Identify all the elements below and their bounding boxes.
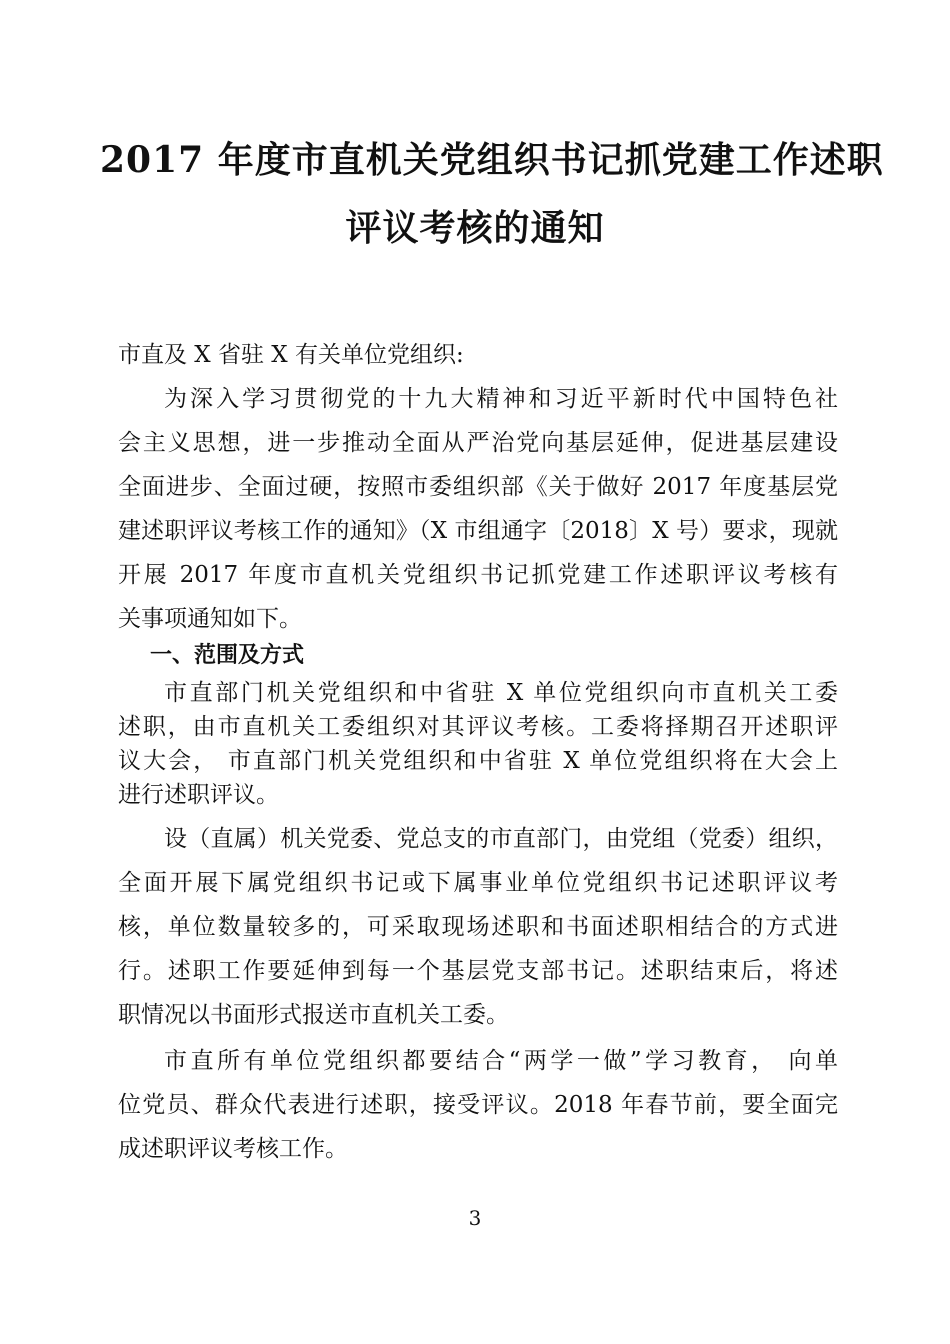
paragraph-2-line: 市直部门机关党组织和中省驻 X 单位党组织向市直机关工委 — [164, 680, 838, 706]
page-number: 3 — [468, 1206, 482, 1230]
document-title-line-1: 2017 年度市直机关党组织书记抓党建工作述职 — [100, 139, 884, 181]
paragraph-4-line: 位党员、群众代表进行述职，接受评议。2018 年春节前，要全面完 — [118, 1092, 838, 1118]
paragraph-1-line: 关事项通知如下。 — [118, 606, 302, 632]
paragraph-1-line: 开展 2017 年度市直机关党组织书记抓党建工作述职评议考核有 — [118, 562, 838, 588]
paragraph-3-line: 设（直属）机关党委、党总支的市直部门，由党组（党委）组织， — [164, 826, 838, 852]
paragraph-1-line: 为深入学习贯彻党的十九大精神和习近平新时代中国特色社 — [164, 386, 838, 412]
paragraph-4-line: 成述职评议考核工作。 — [118, 1136, 348, 1162]
paragraph-3-line: 全面开展下属党组织书记或下属事业单位党组织书记述职评议考 — [118, 870, 838, 896]
paragraph-4-line: 市直所有单位党组织都要结合“两学一做”学习教育， 向单 — [164, 1048, 838, 1074]
paragraph-1-line: 建述职评议考核工作的通知》（X 市组通字〔2018〕X 号）要求，现就 — [118, 518, 838, 544]
paragraph-3-line: 行。述职工作要延伸到每一个基层党支部书记。述职结束后，将述 — [118, 958, 838, 984]
document-title-line-2: 评议考核的通知 — [345, 207, 605, 249]
paragraph-3-line: 核，单位数量较多的，可采取现场述职和书面述职相结合的方式进 — [118, 914, 838, 940]
paragraph-1-line: 会主义思想，进一步推动全面从严治党向基层延伸，促进基层建设 — [118, 430, 838, 456]
paragraph-2-line: 议大会， 市直部门机关党组织和中省驻 X 单位党组织将在大会上 — [118, 748, 838, 774]
paragraph-2-line: 进行述职评议。 — [118, 782, 279, 808]
salutation: 市直及 X 省驻 X 有关单位党组织: — [118, 342, 464, 368]
paragraph-1-line: 全面进步、全面过硬，按照市委组织部《关于做好 2017 年度基层党 — [118, 474, 838, 500]
section-heading: 一、范围及方式 — [150, 643, 305, 668]
paragraph-2-line: 述职，由市直机关工委组织对其评议考核。工委将择期召开述职评 — [118, 714, 838, 740]
paragraph-3-line: 职情况以书面形式报送市直机关工委。 — [118, 1002, 509, 1028]
